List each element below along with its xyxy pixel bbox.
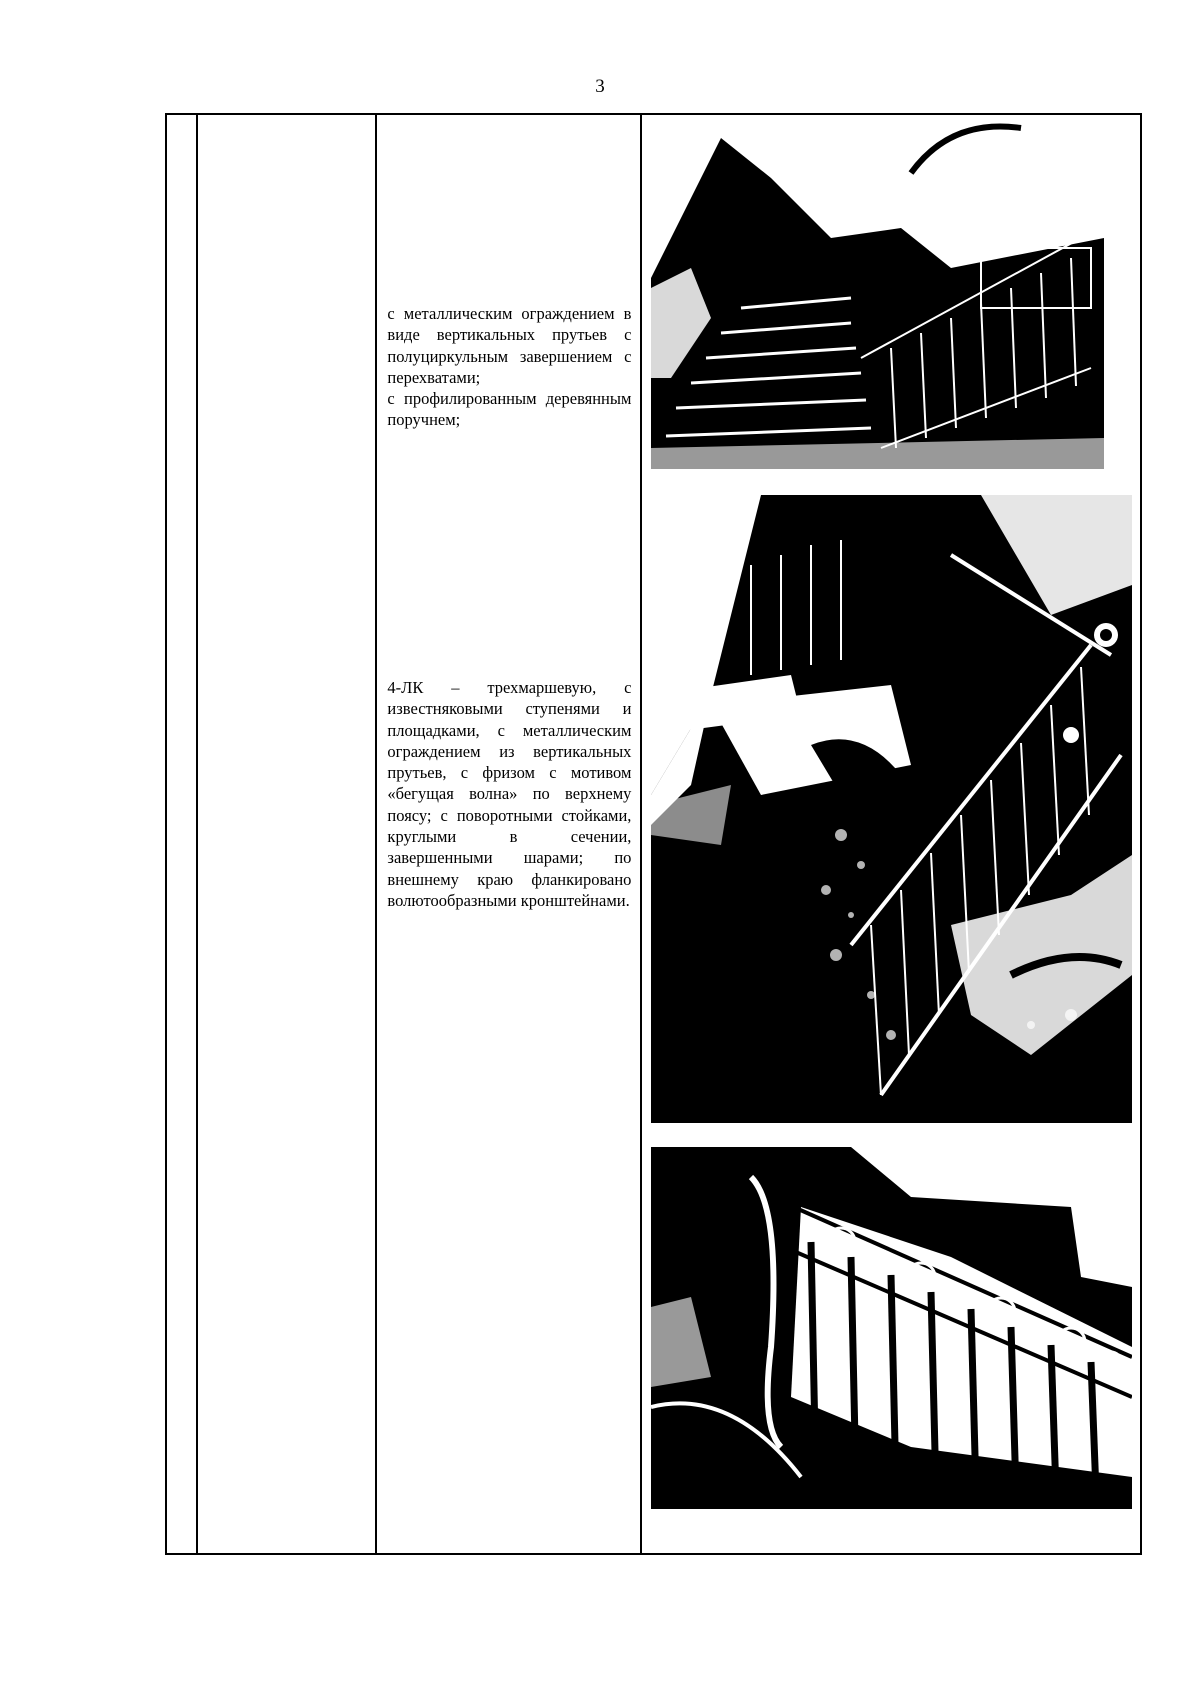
description-column <box>376 114 641 1554</box>
index-column <box>166 114 197 1554</box>
staircase-photo-2 <box>651 495 1132 1123</box>
description-table <box>165 113 1142 1555</box>
page-number: 3 <box>595 76 605 97</box>
staircase-photo-3 <box>651 1147 1132 1509</box>
handrail-description: с профилированным деревянным поручнем; <box>387 389 632 430</box>
staircase-photo-1 <box>651 118 1104 469</box>
name-column <box>197 114 376 1554</box>
stair-4-description: 4-ЛК – трехмаршевую, с известняковыми ступенями и площадками, с металлическим ограждением из вертикальных прутьев, с фризом с мотивом «бегущая волна» по верхнему поясу; с поворотными стойками, круглыми в сечении, завершенными шарами; по внешнему краю фланкировано волютообразными кронштейнами. <box>387 678 632 910</box>
photo-column <box>641 114 1141 1554</box>
stair-3-description <box>387 303 631 431</box>
railing-description: с металлическим ограждением в виде вертикальных прутьев с полуциркульным завершением с перехватами; <box>387 304 632 387</box>
table-row <box>166 114 1141 1554</box>
